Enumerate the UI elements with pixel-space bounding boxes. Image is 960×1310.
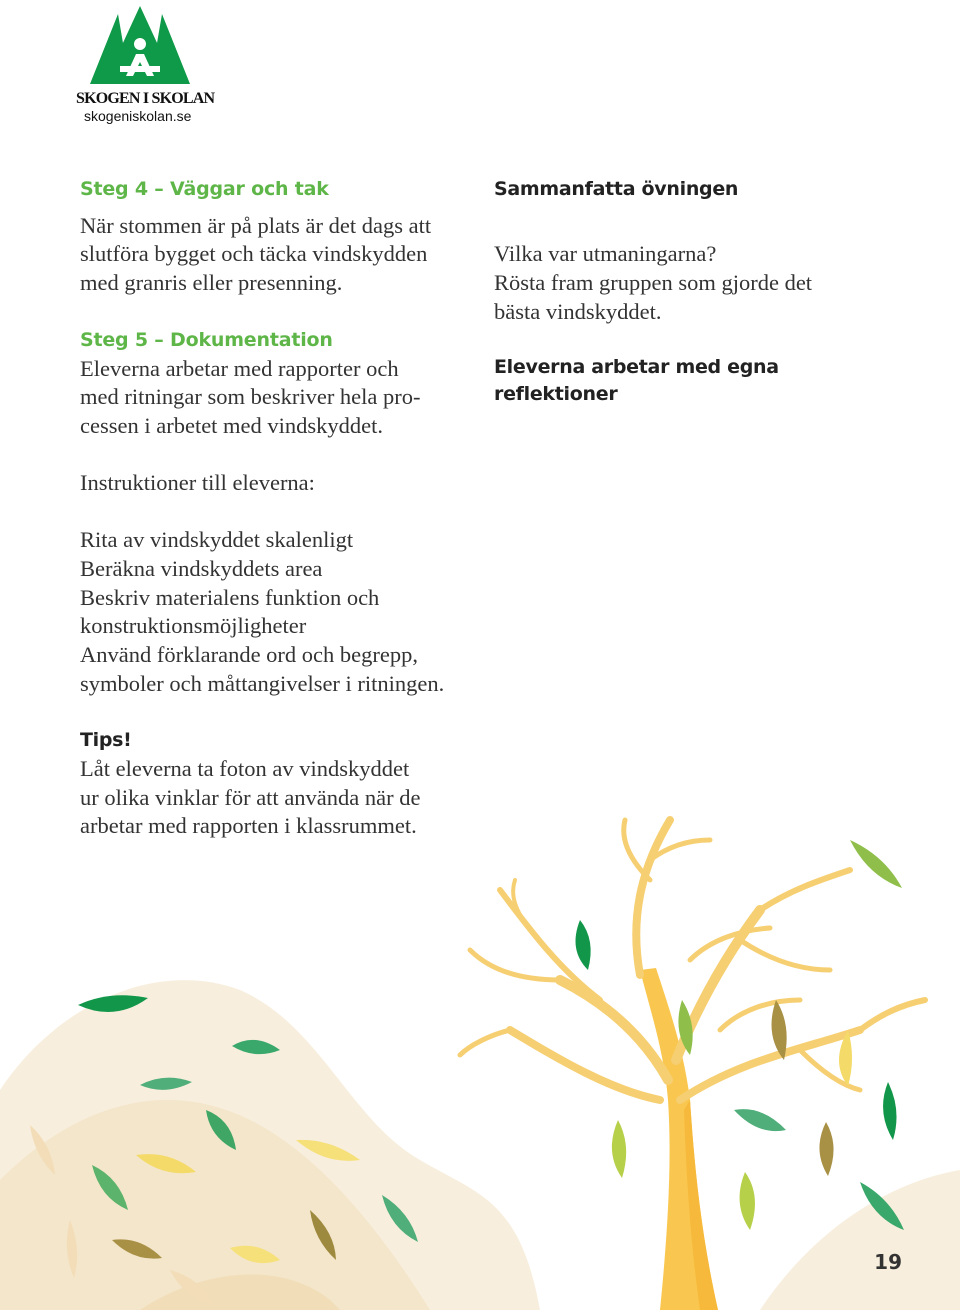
step4-heading: Steg 4 – Väggar och tak [80, 178, 329, 200]
leaf-shape [819, 1122, 833, 1176]
reflection-heading: Eleverna arbetar med egna [494, 356, 779, 378]
leaf-shape [883, 1082, 896, 1140]
skogen-i-skolan-logo [76, 4, 215, 124]
reflection-heading: reflektioner [494, 383, 618, 405]
logo-url: skogeniskolan.se [84, 108, 192, 124]
summary-text-line: Rösta fram gruppen som gjorde det [494, 270, 813, 295]
instruction-line: Rita av vindskyddet skalenligt [80, 527, 354, 552]
page-number: 19 [874, 1250, 902, 1274]
step4-text-line: med granris eller presenning. [80, 270, 343, 295]
tree-and-leaves-illustration [0, 800, 960, 1310]
step5-heading: Steg 5 – Dokumentation [80, 329, 333, 351]
wind-wave-shape [760, 1170, 960, 1310]
forest-logo-icon [90, 4, 190, 88]
step4-text-line: slutföra bygget och täcka vindskydden [80, 241, 428, 266]
instruction-line: Beskriv materialens funktion och [80, 585, 380, 610]
leaf-shape [772, 1000, 787, 1060]
tips-text-line: Låt eleverna ta foton av vindskyddet [80, 756, 410, 781]
tips-text-line: ur olika vinklar för att använda när de [80, 785, 421, 810]
summary-text-line: Vilka var utmaningarna? [494, 241, 717, 266]
leaf-shape [850, 840, 902, 888]
instruction-line: konstruktionsmöjligheter [80, 613, 307, 638]
tree-branches [460, 820, 925, 1100]
instruction-line: symboler och måttangivelser i ritningen. [80, 671, 445, 696]
instructions-intro: Instruktioner till eleverna: [80, 470, 315, 495]
leaf-shape [576, 920, 591, 970]
step5-text-line: Eleverna arbetar med rapporter och [80, 356, 399, 381]
leaf-shape [734, 1109, 786, 1131]
step4-text-line: När stommen är på plats är det dags att [80, 213, 432, 238]
leaf-shape [612, 1120, 626, 1178]
instruction-line: Använd förklarande ord och begrepp, [80, 642, 418, 667]
step5-text-line: cessen i arbetet med vindskyddet. [80, 413, 384, 438]
summary-heading: Sammanfatta övningen [494, 178, 739, 200]
logo-name: SKOGEN I SKOLAN [76, 90, 215, 107]
leaf-shape [740, 1172, 755, 1230]
tips-heading: Tips! [80, 729, 132, 751]
instruction-line: Beräkna vindskyddets area [80, 556, 323, 581]
summary-text-line: bästa vindskyddet. [494, 299, 662, 324]
tips-text-line: arbetar med rapporten i klassrummet. [80, 813, 417, 838]
step5-text-line: med ritningar som beskriver hela pro- [80, 384, 421, 409]
